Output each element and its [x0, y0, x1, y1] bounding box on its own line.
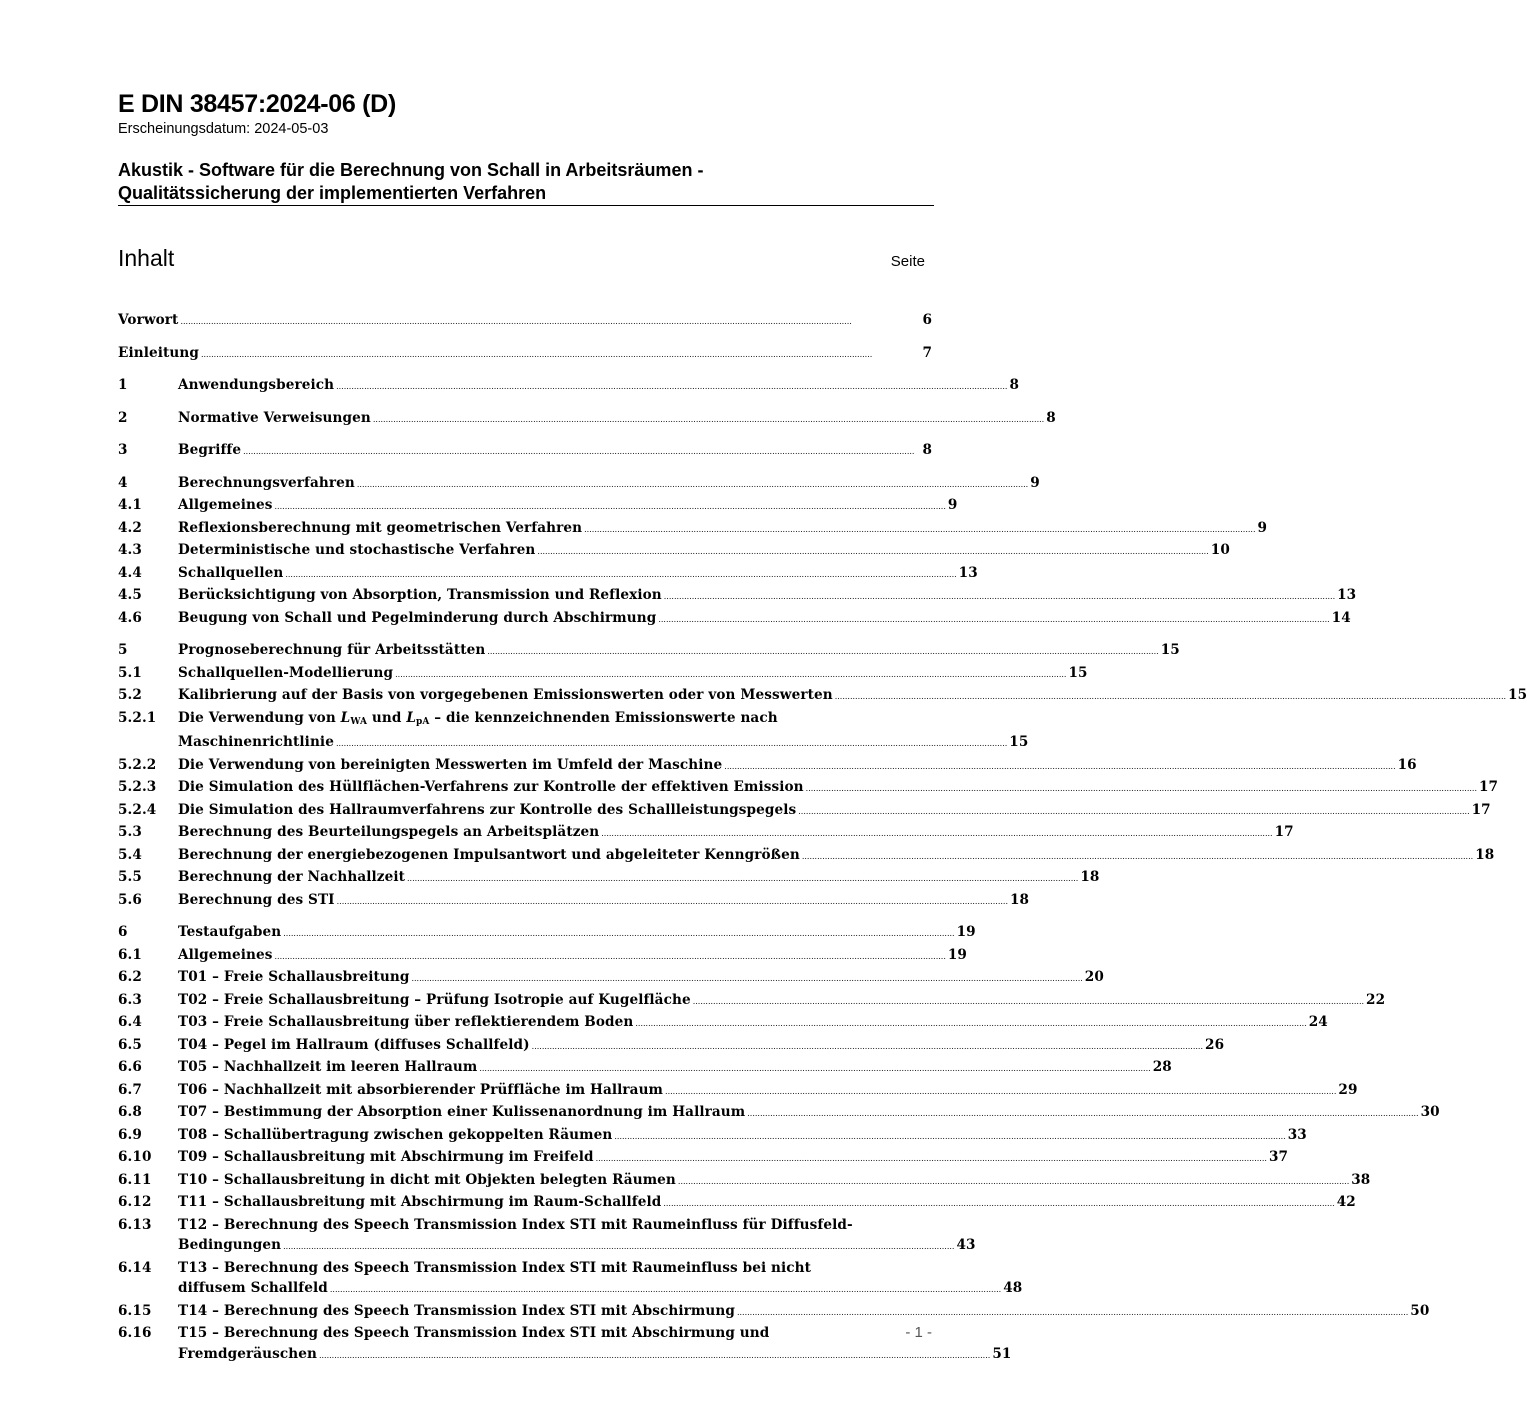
document-id: E DIN 38457:2024-06 (D): [118, 90, 396, 118]
toc-entry-title: Normative Verweisungen: [178, 409, 371, 426]
toc-entry-number: 6.1: [118, 946, 142, 963]
toc-entry-page: 19: [956, 924, 976, 940]
toc-entry-number: 5.2.4: [118, 801, 157, 818]
dot-leader: [798, 800, 1469, 823]
toc-entry-title: Allgemeines: [178, 946, 273, 963]
toc-entry[interactable]: [118, 822, 1294, 845]
toc-entry-number: 5.2.1: [118, 709, 157, 726]
toc-entry-title: T10 – Schallausbreitung in dicht mit Objekten belegten Räumen: [178, 1171, 676, 1188]
toc-entry[interactable]: [118, 755, 1417, 778]
toc-entry-page: 8: [922, 442, 932, 458]
toc-entry-title: T12 – Berechnung des Speech Transmission Index STI mit Raumeinfluss für Diffusfeld-: [178, 1216, 853, 1233]
toc-entry[interactable]: [118, 1080, 1358, 1103]
toc-entry-title: Berechnung des Beurteilungspegels an Arbeitsplätzen: [178, 824, 600, 840]
toc-entry-title: Fremdgeräuschen: [178, 1345, 317, 1362]
toc-entry-title: Deterministische und stochastische Verfahren: [178, 542, 536, 558]
toc-entry-title: Die Simulation des Hüllflächen-Verfahrens zur Kontrolle der effektiven Emission: [178, 779, 804, 795]
toc-entry[interactable]: [118, 845, 1495, 868]
toc-entry-number: 4.2: [118, 519, 142, 536]
toc-entry-page: 15: [1160, 642, 1180, 658]
toc-entry-page: 6: [922, 312, 932, 328]
toc-entry-page: 7: [922, 344, 932, 361]
toc-entry-title: Berechnung des STI: [178, 891, 335, 908]
toc-entry-page: 26: [1205, 1036, 1225, 1053]
toc-entry[interactable]: [118, 518, 1268, 541]
toc-entry[interactable]: [118, 967, 1104, 990]
toc-entry-number: 5.1: [118, 664, 142, 681]
dot-leader: [747, 1102, 1418, 1125]
toc-entry[interactable]: [118, 1057, 1172, 1080]
toc-entry-page: 18: [1009, 891, 1030, 908]
toc-entry-title: T13 – Berechnung des Speech Transmission Index STI mit Raumeinfluss bei nicht: [178, 1259, 812, 1276]
toc-entry-page: 13: [1337, 587, 1357, 603]
toc-entry[interactable]: [118, 1125, 1307, 1148]
toc-entry-number: 6.6: [118, 1059, 142, 1075]
toc-entry-number: 6.11: [118, 1171, 152, 1188]
toc-entry-page: 33: [1287, 1126, 1307, 1143]
toc-entry[interactable]: [118, 1147, 1289, 1170]
dot-leader: [479, 1057, 1150, 1080]
toc-entry-title: Begriffe: [178, 442, 242, 458]
toc-entry-number: 6.7: [118, 1081, 142, 1098]
toc-entry-page: 28: [1152, 1059, 1172, 1075]
toc-entry-page: 10: [1210, 542, 1230, 558]
toc-entry[interactable]: [118, 663, 1088, 686]
toc-entry-number: 4.1: [118, 497, 142, 513]
toc-entry-number: 4.3: [118, 542, 142, 558]
toc-entry[interactable]: [118, 1301, 1430, 1324]
toc-entry-page: 13: [958, 564, 978, 581]
dot-leader: [319, 1344, 990, 1367]
toc-entry-title: T01 – Freie Schallausbreitung: [178, 969, 410, 985]
toc-heading: Inhalt: [118, 245, 175, 271]
toc-entry-number: 6.13: [118, 1216, 152, 1233]
dot-leader: [275, 495, 946, 518]
toc-entry[interactable]: [118, 1170, 1371, 1193]
toc-entry-title: Schallquellen: [178, 564, 284, 581]
toc-entry[interactable]: [118, 495, 958, 518]
dot-leader: [537, 540, 1208, 563]
toc-entry-title: T15 – Berechnung des Speech Transmission Index STI mit Abschirmung und: [178, 1325, 770, 1341]
toc-entry-number: 5.5: [118, 869, 142, 885]
toc-entry-number: 4.4: [118, 564, 142, 581]
dot-leader: [373, 408, 1044, 431]
toc-entry-number: 5.4: [118, 846, 142, 863]
toc-entry-title: Vorwort: [118, 312, 179, 328]
toc-entry-page: 15: [1508, 687, 1527, 703]
document-title-line-2: Qualitätssicherung der implementierten Verfahren: [118, 183, 547, 203]
toc-entry-page: 14: [1331, 609, 1351, 626]
dot-leader: [357, 473, 1028, 496]
dot-leader: [663, 1192, 1334, 1215]
table-of-contents: [118, 300, 1527, 1366]
toc-entry[interactable]: [118, 708, 1029, 755]
toc-entry[interactable]: [118, 890, 1030, 913]
toc-entry-title: T02 – Freie Schallausbreitung – Prüfung Isotropie auf Kugelfläche: [178, 991, 691, 1008]
toc-entry-title: T09 – Schallausbreitung mit Abschirmung im Freifeld: [178, 1149, 594, 1165]
toc-entry[interactable]: [118, 1215, 976, 1258]
toc-entry[interactable]: [118, 800, 1491, 823]
toc-entry-page: 38: [1351, 1171, 1371, 1188]
toc-entry[interactable]: [118, 867, 1100, 890]
toc-entry-title: Allgemeines: [178, 497, 273, 513]
toc-entry[interactable]: [118, 563, 978, 586]
toc-entry[interactable]: [118, 1323, 1012, 1366]
toc-entry[interactable]: [118, 440, 932, 463]
toc-entry-title: T06 – Nachhallzeit mit absorbierender Prüffläche im Hallraum: [178, 1081, 664, 1098]
toc-entry-page: 9: [1257, 519, 1268, 536]
toc-entry-number: 4: [118, 474, 128, 491]
toc-entry-title: Kalibrierung auf der Basis von vorgegebenen Emissionswerten oder von Messwerten: [178, 687, 833, 703]
toc-entry-page: 15: [1068, 664, 1088, 681]
dot-leader: [283, 922, 954, 945]
toc-entry-title: Schallquellen-Modellierung: [178, 664, 394, 681]
dot-leader: [201, 343, 921, 366]
toc-page-column-label: Seite: [890, 253, 925, 270]
toc-entry-page: 9: [947, 497, 958, 513]
toc-entry[interactable]: [118, 1012, 1328, 1035]
dot-leader: [596, 1147, 1267, 1170]
toc-entry-page: 9: [1030, 474, 1040, 491]
toc-entry[interactable]: [118, 922, 976, 945]
toc-entry[interactable]: [118, 1035, 1225, 1058]
dot-leader: [737, 1301, 1408, 1324]
toc-entry-page: 42: [1336, 1194, 1356, 1210]
toc-entry-page: 24: [1308, 1014, 1328, 1030]
dot-leader: [337, 890, 1008, 913]
toc-entry[interactable]: [118, 473, 1040, 496]
dot-leader: [724, 755, 1395, 778]
toc-entry-title: Die Verwendung von $L_{WA}$ und $L_{pA}$ – die kennzeichnenden Emissionswerte nach: [178, 709, 778, 727]
dot-leader: [243, 440, 920, 463]
toc-entry-title: Testaufgaben: [178, 924, 282, 940]
toc-entry-title: diffusem Schallfeld: [178, 1280, 328, 1296]
toc-entry-page: 37: [1268, 1149, 1289, 1165]
toc-entry-title: Einleitung: [118, 344, 199, 361]
toc-entry-number: 5: [118, 642, 128, 658]
toc-entry-number: 5.3: [118, 824, 142, 840]
dot-leader: [806, 777, 1477, 800]
toc-entry-title: T03 – Freie Schallausbreitung über reflektierendem Boden: [178, 1014, 634, 1030]
dot-leader: [411, 967, 1082, 990]
toc-entry-page: 15: [1009, 734, 1029, 750]
dot-leader: [635, 1012, 1306, 1035]
toc-entry-title: Die Simulation des Hallraumverfahrens zur Kontrolle des Schallleistungspegels: [178, 801, 797, 818]
toc-entry-number: 4.6: [118, 609, 142, 626]
toc-entry-number: 6.3: [118, 991, 142, 1008]
toc-entry-number: 2: [118, 409, 128, 426]
toc-entry-number: 6.4: [118, 1014, 142, 1030]
toc-entry-page: 19: [947, 946, 967, 963]
dot-leader: [678, 1170, 1349, 1193]
toc-entry-number: 6.5: [118, 1036, 142, 1053]
toc-entry-page: 16: [1397, 756, 1417, 773]
dot-leader: [665, 1080, 1336, 1103]
toc-entry-title: Anwendungsbereich: [178, 377, 335, 393]
dot-leader: [532, 1035, 1203, 1058]
title-divider: [118, 205, 934, 206]
toc-entry-number: 3: [118, 442, 128, 458]
toc-entry-number: 5.2.2: [118, 756, 157, 773]
toc-entry-title: T04 – Pegel im Hallraum (diffuses Schallfeld): [178, 1036, 530, 1053]
toc-entry-number: 6.10: [118, 1149, 152, 1165]
toc-entry-number: 1: [118, 377, 128, 393]
toc-entry[interactable]: [118, 375, 1019, 398]
toc-entry-page: 17: [1471, 801, 1491, 818]
dot-leader: [601, 822, 1272, 845]
dot-leader: [330, 1278, 1001, 1301]
toc-entry-number: 6.15: [118, 1302, 152, 1319]
toc-entry-title: Berücksichtigung von Absorption, Transmission und Reflexion: [178, 587, 662, 603]
dot-leader: [283, 1235, 954, 1258]
toc-entry-page: 43: [956, 1237, 976, 1253]
toc-entry[interactable]: [118, 990, 1386, 1013]
dot-leader: [407, 867, 1078, 890]
toc-entry-title: Reflexionsberechnung mit geometrischen Verfahren: [178, 519, 583, 536]
dot-leader: [835, 685, 1506, 708]
toc-entry[interactable]: [118, 777, 1499, 800]
toc-entry-title: T14 – Berechnung des Speech Transmission Index STI mit Abschirmung: [178, 1302, 735, 1319]
dot-leader: [336, 375, 1007, 398]
toc-entry-title: Bedingungen: [178, 1237, 282, 1253]
dot-leader: [487, 640, 1158, 663]
toc-entry-number: 5.6: [118, 891, 142, 908]
dot-leader: [664, 585, 1335, 608]
toc-entry-title: T08 – Schallübertragung zwischen gekoppelten Räumen: [178, 1126, 613, 1143]
toc-entry[interactable]: [118, 343, 932, 366]
toc-entry-page: 48: [1003, 1280, 1023, 1296]
toc-entry-title: Berechnung der energiebezogenen Impulsantwort und abgeleiteter Kenngrößen: [178, 846, 800, 863]
toc-entry[interactable]: [118, 310, 932, 333]
toc-entry[interactable]: [118, 1192, 1356, 1215]
publication-date: Erscheinungsdatum: 2024-05-03: [118, 121, 329, 137]
toc-entry-page: 20: [1084, 969, 1104, 985]
dot-leader: [658, 608, 1329, 631]
toc-entry-page: 17: [1274, 824, 1294, 840]
toc-entry-number: 5.2.3: [118, 779, 157, 795]
toc-entry-page: 30: [1420, 1104, 1440, 1120]
toc-entry-page: 22: [1366, 991, 1386, 1008]
dot-leader: [614, 1125, 1285, 1148]
toc-entry[interactable]: [118, 1258, 1023, 1301]
toc-entry-page: 29: [1338, 1081, 1358, 1098]
toc-entry-title: Berechnung der Nachhallzeit: [178, 869, 405, 885]
toc-entry-title: Maschinenrichtlinie: [178, 734, 334, 750]
toc-entry[interactable]: [118, 640, 1180, 663]
dot-leader: [693, 990, 1364, 1013]
toc-entry-number: 5.2: [118, 687, 142, 703]
toc-entry-title: Berechnungsverfahren: [178, 474, 355, 491]
toc-entry[interactable]: [118, 685, 1527, 708]
dot-leader: [180, 310, 920, 333]
toc-entry-page: 51: [992, 1345, 1012, 1362]
toc-entry[interactable]: [118, 945, 967, 968]
toc-entry-number: 6.8: [118, 1104, 142, 1120]
toc-entry-number: 6.2: [118, 969, 142, 985]
toc-entry-page: 50: [1410, 1302, 1430, 1319]
toc-entry-page: 8: [1009, 377, 1019, 393]
toc-entry-page: 8: [1046, 409, 1056, 426]
toc-entry-title: T05 – Nachhallzeit im leeren Hallraum: [178, 1059, 478, 1075]
toc-entry[interactable]: [118, 540, 1230, 563]
dot-leader: [584, 518, 1255, 541]
toc-entry[interactable]: [118, 1102, 1440, 1125]
dot-leader: [395, 663, 1066, 686]
toc-entry-page: 18: [1475, 846, 1495, 863]
dot-leader: [802, 845, 1473, 868]
toc-entry-title: Prognoseberechnung für Arbeitsstätten: [178, 642, 486, 658]
document-title-line-1: Akustik - Software für die Berechnung von Schall in Arbeitsräumen -: [118, 160, 704, 180]
dot-leader: [285, 563, 956, 586]
toc-entry-title: Die Verwendung von bereinigten Messwerten im Umfeld der Maschine: [178, 756, 723, 773]
toc-entry-title: Beugung von Schall und Pegelminderung durch Abschirmung: [178, 609, 657, 626]
page-number: - 1 -: [905, 1324, 932, 1341]
toc-entry-number: 6.16: [118, 1325, 152, 1341]
toc-entry-page: 18: [1080, 869, 1100, 885]
toc-entry-number: 6.14: [118, 1259, 152, 1276]
toc-entry[interactable]: [118, 608, 1351, 631]
dot-leader: [275, 945, 946, 968]
toc-entry-number: 6.9: [118, 1126, 142, 1143]
toc-entry-number: 6.12: [118, 1194, 152, 1210]
document-title: [118, 159, 932, 205]
dot-leader: [336, 732, 1007, 755]
toc-entry[interactable]: [118, 408, 1056, 431]
toc-entry-number: 6: [118, 924, 128, 940]
toc-entry-page: 17: [1479, 779, 1499, 795]
toc-entry-number: 4.5: [118, 587, 142, 603]
toc-entry[interactable]: [118, 585, 1357, 608]
toc-entry-title: T11 – Schallausbreitung mit Abschirmung im Raum-Schallfeld: [178, 1194, 662, 1210]
toc-entry-title: T07 – Bestimmung der Absorption einer Kulissenanordnung im Hallraum: [178, 1104, 746, 1120]
